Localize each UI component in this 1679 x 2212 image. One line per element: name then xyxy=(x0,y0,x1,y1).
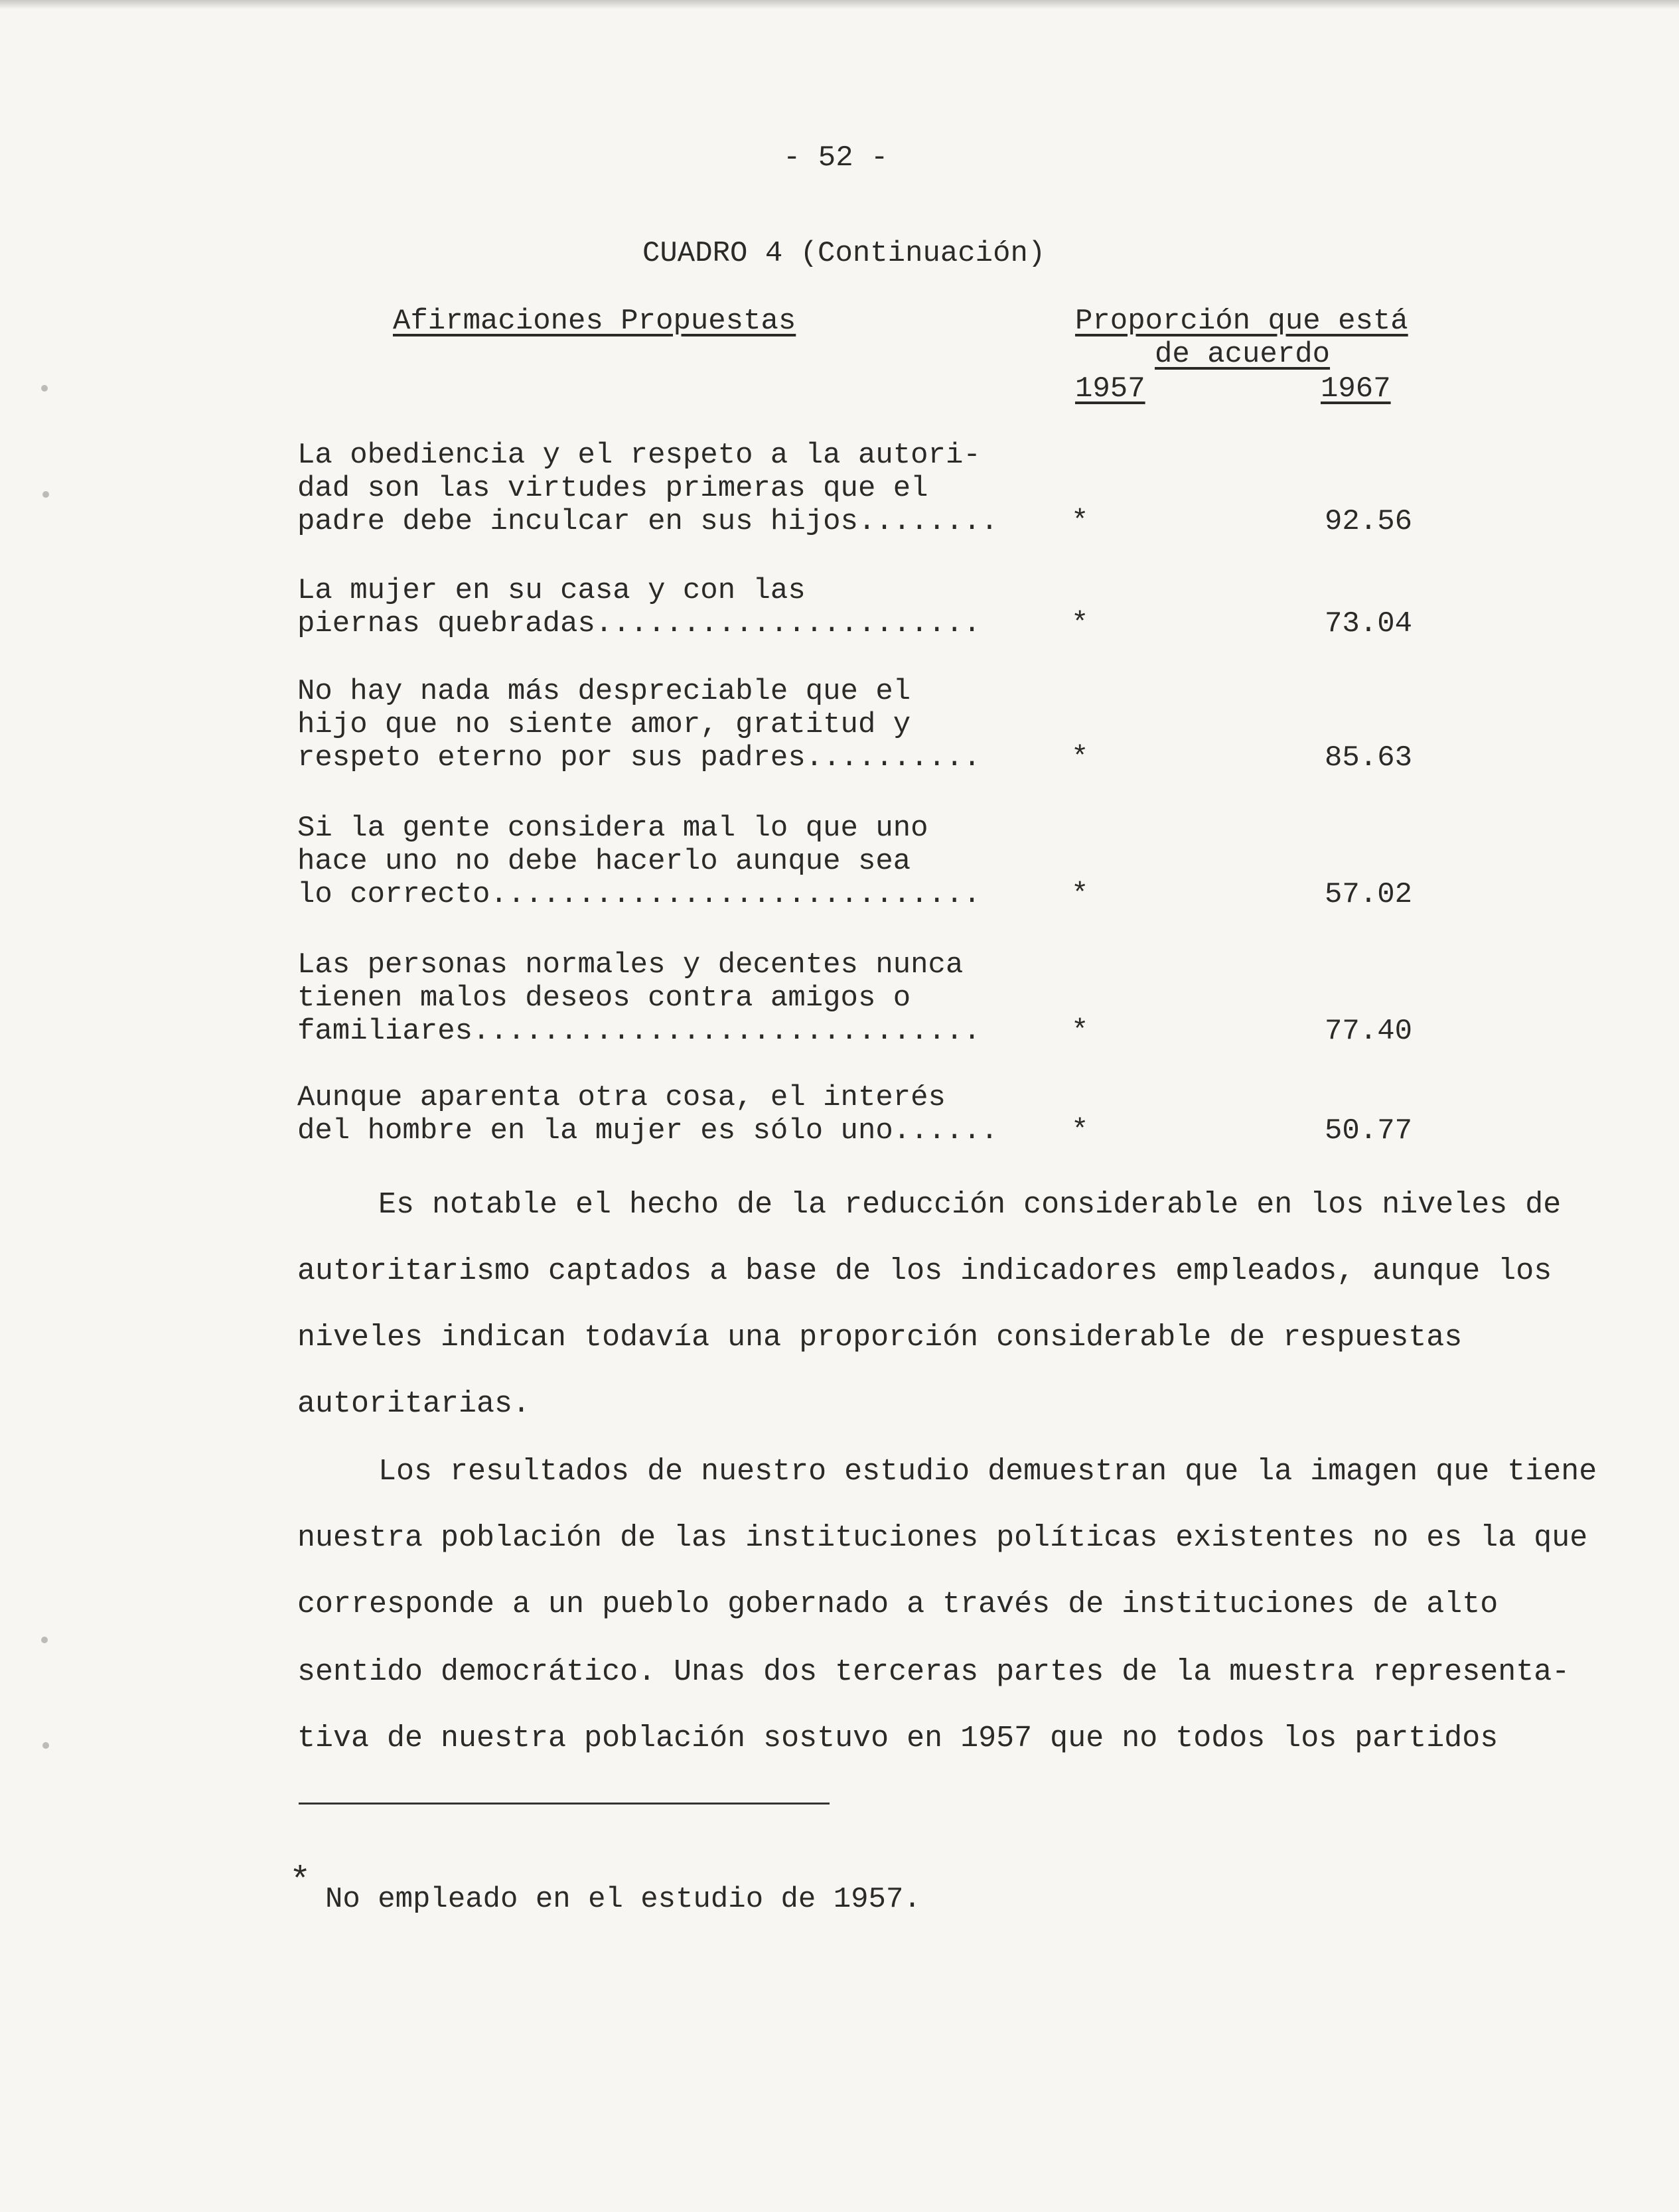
row-statement-line: Si la gente considera mal lo que uno xyxy=(297,812,928,845)
row-value-1967: 77.40 xyxy=(1325,1015,1413,1048)
paragraph-line: autoritarismo captados a base de los indicadores empleados, aunque los xyxy=(297,1254,1552,1288)
row-statement-line: hijo que no siente amor, gratitud y xyxy=(297,708,911,741)
footnote-rule xyxy=(299,1803,830,1805)
row-value-1957: * xyxy=(1071,741,1089,774)
row-statement-line: familiares............................. xyxy=(297,1015,981,1048)
paragraph-line: niveles indican todavía una proporción considerable de respuestas xyxy=(297,1321,1463,1355)
row-statement-line: respeto eterno por sus padres.......... xyxy=(297,741,981,774)
scan-edge xyxy=(0,0,1679,9)
row-value-1967: 73.04 xyxy=(1325,607,1413,640)
paragraph-line: Es notable el hecho de la reducción considerable en los niveles de xyxy=(378,1188,1562,1222)
row-statement-line: La mujer en su casa y con las xyxy=(297,574,806,607)
row-statement-line: dad son las virtudes primeras que el xyxy=(297,472,928,505)
row-statement-line: del hombre en la mujer es sólo uno...... xyxy=(297,1114,999,1147)
row-statement-line: lo correcto............................ xyxy=(297,878,981,911)
row-statement-line: piernas quebradas...................... xyxy=(297,607,981,640)
paragraph-line: Los resultados de nuestro estudio demuestran que la imagen que tiene xyxy=(378,1455,1597,1489)
paragraph-line: sentido democrático. Unas dos terceras partes de la muestra representa- xyxy=(297,1655,1570,1689)
row-statement-line: tienen malos deseos contra amigos o xyxy=(297,982,911,1015)
row-value-1957: * xyxy=(1071,607,1089,640)
margin-mark xyxy=(41,1637,48,1643)
row-statement-line: No hay nada más despreciable que el xyxy=(297,675,911,708)
row-statement-line: hace uno no debe hacerlo aunque sea xyxy=(297,845,911,878)
row-value-1957: * xyxy=(1071,1114,1089,1147)
margin-mark xyxy=(42,1742,49,1749)
table-title: CUADRO 4 (Continuación) xyxy=(642,237,1046,270)
margin-mark xyxy=(42,491,49,498)
row-value-1967: 57.02 xyxy=(1325,878,1413,911)
row-statement-line: Aunque aparenta otra cosa, el interés xyxy=(297,1081,946,1114)
row-value-1957: * xyxy=(1071,878,1089,911)
column-header-year-1967: 1967 xyxy=(1321,372,1391,406)
row-value-1967: 92.56 xyxy=(1325,505,1413,538)
margin-mark xyxy=(41,385,48,392)
footnote-marker: * xyxy=(289,1862,311,1902)
paragraph-line: corresponde a un pueblo gobernado a través de instituciones de alto xyxy=(297,1587,1498,1621)
column-header-proportion: Proporción que está xyxy=(1075,305,1408,338)
row-statement-line: Las personas normales y decentes nunca xyxy=(297,948,964,982)
paragraph-line: nuestra población de las instituciones políticas existentes no es la que xyxy=(297,1521,1588,1555)
footnote-text: No empleado en el estudio de 1957. xyxy=(325,1883,921,1916)
row-value-1957: * xyxy=(1071,1015,1089,1048)
row-value-1957: * xyxy=(1071,505,1089,538)
paragraph-line: autoritarias. xyxy=(297,1387,531,1421)
column-header-year-1957: 1957 xyxy=(1075,372,1145,406)
row-value-1967: 85.63 xyxy=(1325,741,1413,774)
column-header-statements: Afirmaciones Propuestas xyxy=(393,305,796,338)
row-statement-line: padre debe inculcar en sus hijos........ xyxy=(297,505,999,538)
page-number: - 52 - xyxy=(783,141,889,175)
row-statement-line: La obediencia y el respeto a la autori- xyxy=(297,439,981,472)
column-header-agree: de acuerdo xyxy=(1155,338,1331,371)
row-value-1967: 50.77 xyxy=(1325,1114,1413,1147)
paragraph-line: tiva de nuestra población sostuvo en 1957 que no todos los partidos xyxy=(297,1722,1498,1755)
